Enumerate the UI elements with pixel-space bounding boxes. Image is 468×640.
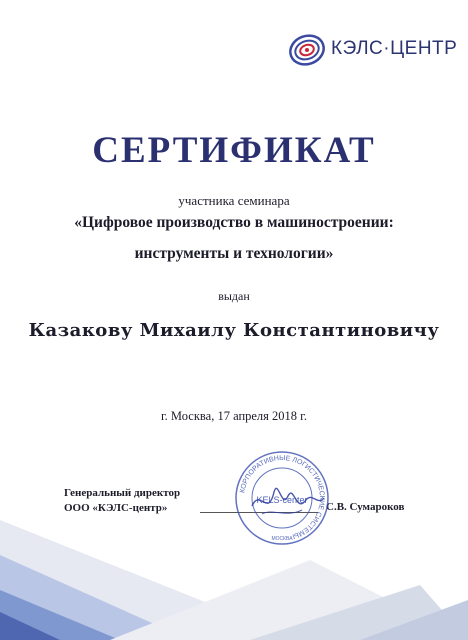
seal-center-text: KELS-center — [256, 495, 308, 505]
logo-swirl-icon — [287, 30, 327, 70]
certificate-title: СЕРТИФИКАТ — [92, 130, 376, 171]
seminar-title-line-1: «Цифровое производство в машиностроении: — [74, 214, 394, 231]
company-logo — [287, 30, 457, 70]
company-seal-stamp — [232, 448, 332, 548]
director-company: ООО «КЭЛС-центр» — [64, 502, 168, 514]
seminar-title-line-2: инструменты и технологии» — [134, 245, 334, 262]
seal-bottom-text: МОСКВА — [271, 536, 293, 542]
director-block — [64, 486, 180, 516]
signer-name: С.В. Сумароков — [326, 501, 405, 513]
seal-ring-text: КОРПОРАТИВНЫЕ ЛОГИСТИЧЕСКИЕ СИСТЕМЫ — [239, 454, 326, 540]
recipient-name: Казакову Михаилу Константиновичу — [28, 320, 440, 341]
certificate-subtitle: участника семинара — [178, 193, 290, 208]
issue-date: г. Москва, 17 апреля 2018 г. — [160, 409, 308, 423]
issued-label: выдан — [218, 289, 250, 303]
director-position: Генеральный директор — [64, 487, 181, 499]
logo-text: КЭЛС·ЦЕНТР — [331, 38, 458, 59]
